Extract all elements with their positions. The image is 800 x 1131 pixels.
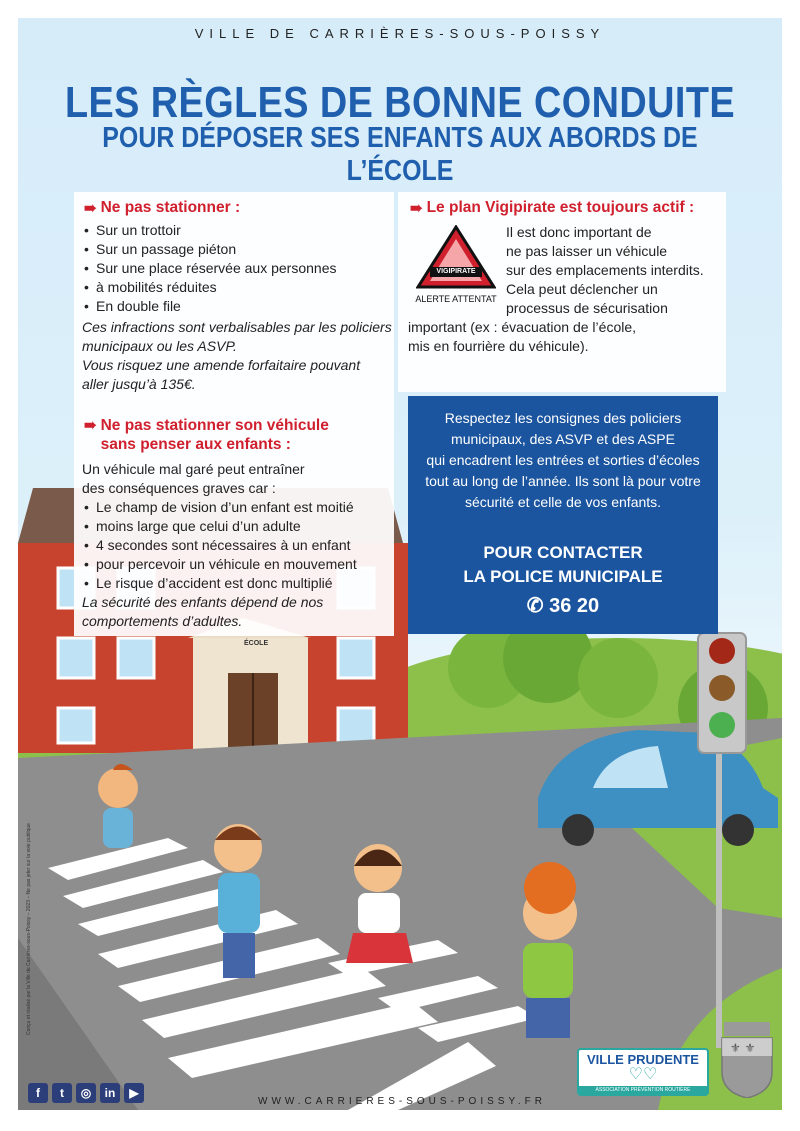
vigipirate-logo-label: VIGIPIRATE	[436, 268, 476, 275]
vigipirate-line: mis en fourrière du véhicule).	[408, 338, 589, 354]
children-intro-line: Un véhicule mal garé peut entraîner	[82, 461, 305, 477]
instagram-icon[interactable]: ◎	[76, 1083, 96, 1103]
vigipirate-triangle-icon	[416, 225, 496, 289]
heart-icon: ♡♡	[628, 1066, 658, 1083]
children-section	[82, 416, 394, 631]
police-message-line: sécurité et celle de vos enfants.	[464, 494, 662, 510]
phone-number[interactable]	[408, 593, 718, 618]
children-intro	[82, 460, 394, 498]
police-contact-box	[408, 396, 718, 634]
police-message	[408, 408, 718, 513]
list-item: • Sur un passage piéton	[82, 240, 394, 259]
list-item: • Sur un trottoir	[82, 221, 394, 240]
vigipirate-logo-caption: ALERTE ATTENTAT	[415, 294, 497, 304]
parking-note-line: Vous risquez une amende forfaitaire pouvant	[82, 357, 361, 373]
vigipirate-line: sur des emplacements interdits.	[506, 262, 704, 278]
children-intro-line: des conséquences graves car :	[82, 480, 276, 496]
ville-prudente-badge	[577, 1048, 709, 1096]
town-crest-icon	[718, 1022, 776, 1098]
vigipirate-line: important (ex : évacuation de l’école,	[408, 319, 637, 335]
conclusion-line: comportements d’adultes.	[82, 613, 243, 629]
facebook-icon[interactable]: f	[28, 1083, 48, 1103]
svg-text:⚜ ⚜: ⚜ ⚜	[730, 1041, 756, 1055]
town-header	[0, 2, 800, 41]
list-item: • 4 secondes sont nécessaires à un enfant	[82, 536, 394, 555]
vigipirate-line: Il est donc important de	[506, 224, 652, 240]
social-icons	[28, 1083, 144, 1103]
list-item: • Le risque d’accident est donc multiplié	[82, 574, 394, 593]
parking-note-line: municipaux ou les ASVP.	[82, 338, 237, 354]
twitter-icon[interactable]: t	[52, 1083, 72, 1103]
police-message-line: municipaux, des ASVP et des ASPE	[451, 431, 675, 447]
children-title-line: Ne pas stationner son véhicule	[100, 417, 329, 434]
vigipirate-line: Cela peut déclencher un	[506, 281, 658, 297]
police-message-line: Respectez les consignes des policiers	[444, 410, 682, 426]
vigipirate-panel	[398, 192, 726, 392]
contact-heading-line: POUR CONTACTER	[483, 543, 643, 562]
arrow-icon: ➠	[410, 199, 423, 217]
parking-note-line: aller jusqu’à 135€.	[82, 376, 196, 392]
vigipirate-title: Le plan Vigipirate est toujours actif :	[426, 199, 695, 216]
list-item-continuation: • moins large que celui d’un adulte	[82, 517, 394, 536]
police-message-line: qui encadrent les entrées et sorties d’écoles	[426, 452, 700, 468]
youtube-icon[interactable]: ▶	[124, 1083, 144, 1103]
contact-heading-line: LA POLICE MUNICIPALE	[463, 567, 663, 586]
arrow-icon: ➠	[84, 199, 97, 217]
badge-title: VILLE PRUDENTE	[587, 1052, 699, 1067]
legal-side-note: Conçu et réalisé par la Ville de Carrières-sous-Poissy – 2023 – Ne pas jeter sur la voie publique	[26, 823, 32, 1035]
phone-number-text[interactable]: 36 20	[549, 595, 600, 617]
left-info-panel	[74, 192, 394, 636]
page-title: LES RÈGLES DE BONNE CONDUITE	[64, 78, 736, 127]
parking-section	[82, 198, 394, 394]
contact-heading	[408, 541, 718, 589]
vigipirate-line: processus de sécurisation	[506, 300, 668, 316]
page-subtitle: POUR DÉPOSER SES ENFANTS AUX ABORDS DE L’ÉCOLE	[102, 122, 698, 187]
parking-note	[82, 318, 394, 394]
children-title-line: sans penser aux enfants :	[100, 436, 291, 453]
children-conclusion	[82, 593, 394, 631]
police-message-line: tout au long de l’année. Ils sont là pour votre	[425, 473, 701, 489]
parking-title: Ne pas stationner :	[100, 199, 241, 216]
phone-icon: ✆	[526, 595, 544, 617]
arrow-icon: ➠	[84, 417, 97, 434]
town-name: VILLE DE CARRIÈRES-SOUS-POISSY	[194, 26, 606, 41]
website-link[interactable]: WWW.CARRIERES-SOUS-POISSY.FR	[258, 1096, 546, 1107]
list-item-continuation: • à mobilités réduites	[82, 278, 394, 297]
vigipirate-logo	[414, 225, 498, 304]
list-item: • Sur une place réservée aux personnes	[82, 259, 394, 278]
badge-subtitle: ASSOCIATION PRÉVENTION ROUTIÈRE	[579, 1086, 707, 1094]
parking-note-line: Ces infractions sont verbalisables par les policiers	[82, 319, 392, 335]
list-item: • Le champ de vision d’un enfant est moitié	[82, 498, 394, 517]
conclusion-line: La sécurité des enfants dépend de nos	[82, 594, 324, 610]
list-item: • En double file	[82, 297, 394, 316]
vigipirate-line: ne pas laisser un véhicule	[506, 243, 668, 259]
list-item-continuation: • pour percevoir un véhicule en mouvement	[82, 555, 394, 574]
linkedin-icon[interactable]: in	[100, 1083, 120, 1103]
school-sign: ÉCOLE	[244, 640, 269, 647]
